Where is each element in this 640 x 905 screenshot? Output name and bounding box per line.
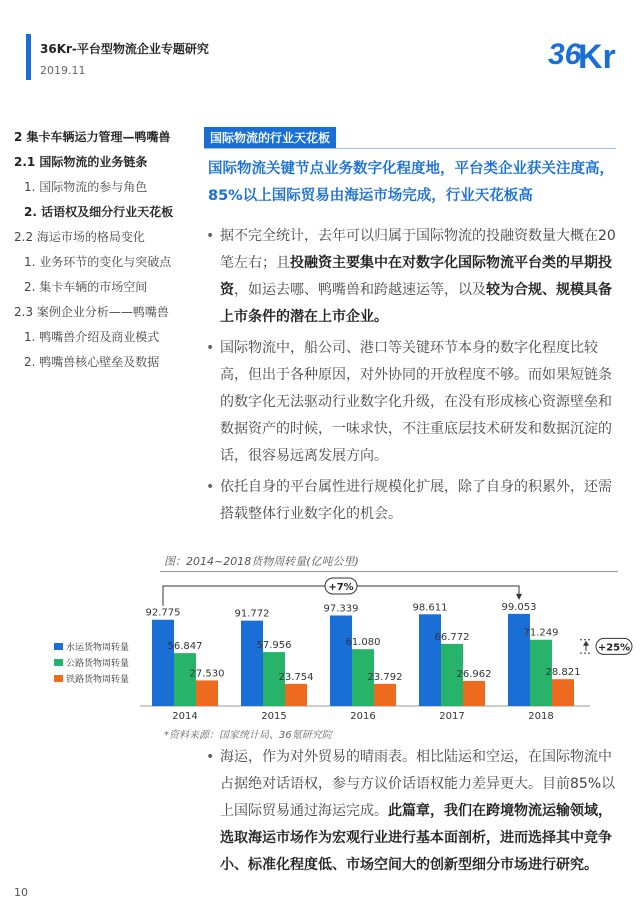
- data-label: 99.053: [501, 601, 537, 613]
- legend-label: 水运货物周转量: [66, 643, 130, 653]
- growth-label-7: +7%: [328, 582, 354, 593]
- toc-item: 1. 业务环节的变化与突破点: [24, 255, 172, 269]
- legend-swatch: [54, 659, 63, 666]
- bar-铁路货物周转量-2016: [374, 684, 396, 706]
- data-label: 28.821: [545, 667, 581, 679]
- toc-item: 2. 鸭嘴兽核心壁垒及数据: [24, 355, 160, 369]
- chart-source: *资料来源：国家统计局、36氪研究院: [164, 730, 332, 741]
- bar-铁路货物周转量-2015: [285, 684, 307, 706]
- bullet-text-run: 投融资主要集中在对数字化国际物流平台类的早期投资: [220, 255, 612, 298]
- legend-swatch: [54, 675, 63, 682]
- bullet-text-run: 依托自身的平台属性进行规模化扩展，除了自身的积累外，还需搭载整体行业数字化的机会。: [220, 479, 612, 522]
- page-number: 10: [14, 886, 28, 899]
- svg-text:Kr: Kr: [578, 38, 616, 76]
- bar-铁路货物周转量-2018: [552, 679, 574, 706]
- chart-title: 图：2014~2018货物周转量(亿吨公里): [164, 555, 359, 568]
- bar-公路货物周转量-2014: [174, 653, 196, 706]
- toc-item: 2.2 海运市场的格局变化: [14, 230, 145, 244]
- growth-arrowhead-25: [583, 641, 589, 646]
- bar-水运货物周转量-2015: [241, 621, 263, 706]
- toc-item: 2.1 国际物流的业务链条: [14, 155, 148, 169]
- x-tick-label: 2016: [350, 711, 376, 722]
- toc-item: 2 集卡车辆运力管理—鸭嘴兽: [14, 130, 171, 144]
- legend-label: 铁路货物周转量: [66, 675, 130, 685]
- svg-text:36: 36: [548, 38, 582, 71]
- bullet-text-run: 海运，作为对外贸易的晴雨表。相比陆运和空运，在国际物流中占据绝对话语权，参与方议价话语权能力差异更大。目前85%以上国际贸易通过海运完成。: [220, 749, 616, 819]
- toc-item: 2. 集卡车辆的市场空间: [24, 280, 148, 294]
- bullet-text-run: 国际物流中，船公司、港口等关键环节本身的数字化程度比较高，但出于各种原因，对外协同的开放程度不够。而如果短链条的数字化无法驱动行业数字化升级，在没有形成核心资源壁垒和数据资产的时候，一味求快，不注重底层技术研发和数据沉淀的话，很容易远离发展方向。: [220, 340, 612, 464]
- x-tick-label: 2018: [528, 711, 554, 722]
- bullet-list-2: [206, 744, 622, 883]
- data-label: 56.847: [167, 641, 203, 653]
- section-tag: 国际物流的行业天花板: [204, 127, 336, 148]
- bullet-text-run: 此篇章，我们在跨境物流运输领域，选取海运市场作为宏观行业进行基本面剖析，进而选择其中竞争小、标准化程度低、市场空间大的创新型细分市场进行研究。: [220, 803, 612, 873]
- data-label: 66.772: [434, 631, 470, 643]
- growth-arrowhead: [516, 594, 522, 600]
- toc-item: 1. 鸭嘴兽介绍及商业模式: [24, 330, 160, 344]
- toc-item: 1. 国际物流的参与角色: [24, 180, 148, 194]
- bar-水运货物周转量-2016: [330, 615, 352, 706]
- data-label: 26.962: [456, 668, 492, 680]
- bullet-item: [206, 744, 622, 879]
- toc-item: 2.3 案例企业分析——鸭嘴兽: [14, 305, 169, 319]
- data-label: 23.792: [367, 671, 403, 683]
- growth-label-25: +25%: [597, 642, 631, 654]
- legend-swatch: [54, 643, 63, 650]
- data-label: 71.249: [523, 627, 559, 639]
- bar-水运货物周转量-2017: [419, 614, 441, 706]
- data-label: 61.080: [345, 637, 381, 649]
- data-label: 98.611: [412, 602, 448, 614]
- toc-item: 2. 话语权及细分行业天花板: [24, 205, 174, 219]
- data-label: 97.339: [323, 603, 359, 615]
- data-label: 92.775: [145, 607, 181, 619]
- x-tick-label: 2015: [261, 711, 287, 722]
- data-label: 57.956: [256, 640, 292, 652]
- legend-label: 公路货物周转量: [66, 659, 130, 669]
- report-date: 2019.11: [40, 64, 86, 77]
- bullet-text-run: 据不完全统计，去年可以归属于国际物流的投融资数量大概在20笔左右；且: [220, 228, 616, 271]
- data-label: 23.754: [278, 671, 314, 683]
- x-tick-label: 2017: [439, 711, 465, 722]
- bar-铁路货物周转量-2014: [196, 680, 218, 706]
- x-tick-label: 2014: [172, 711, 198, 722]
- data-label: 91.772: [234, 608, 270, 620]
- bar-水运货物周转量-2014: [152, 620, 174, 706]
- bar-铁路货物周转量-2017: [463, 681, 485, 706]
- section-headline: 国际物流关键节点业务数字化程度地，平台类企业获关注度高，85%以上国际贸易由海运市场完成，行业天花板高: [208, 161, 614, 204]
- bullet-text-run: 较为合规、规模具备上市条件的潜在上市企业。: [220, 282, 612, 325]
- report-title: 36Kr-平台型物流企业专题研究: [40, 42, 209, 56]
- bullet-text-run: ，如运去哪、鸭嘴兽和跨越速运等，以及: [234, 282, 486, 298]
- data-label: 27.530: [189, 668, 225, 680]
